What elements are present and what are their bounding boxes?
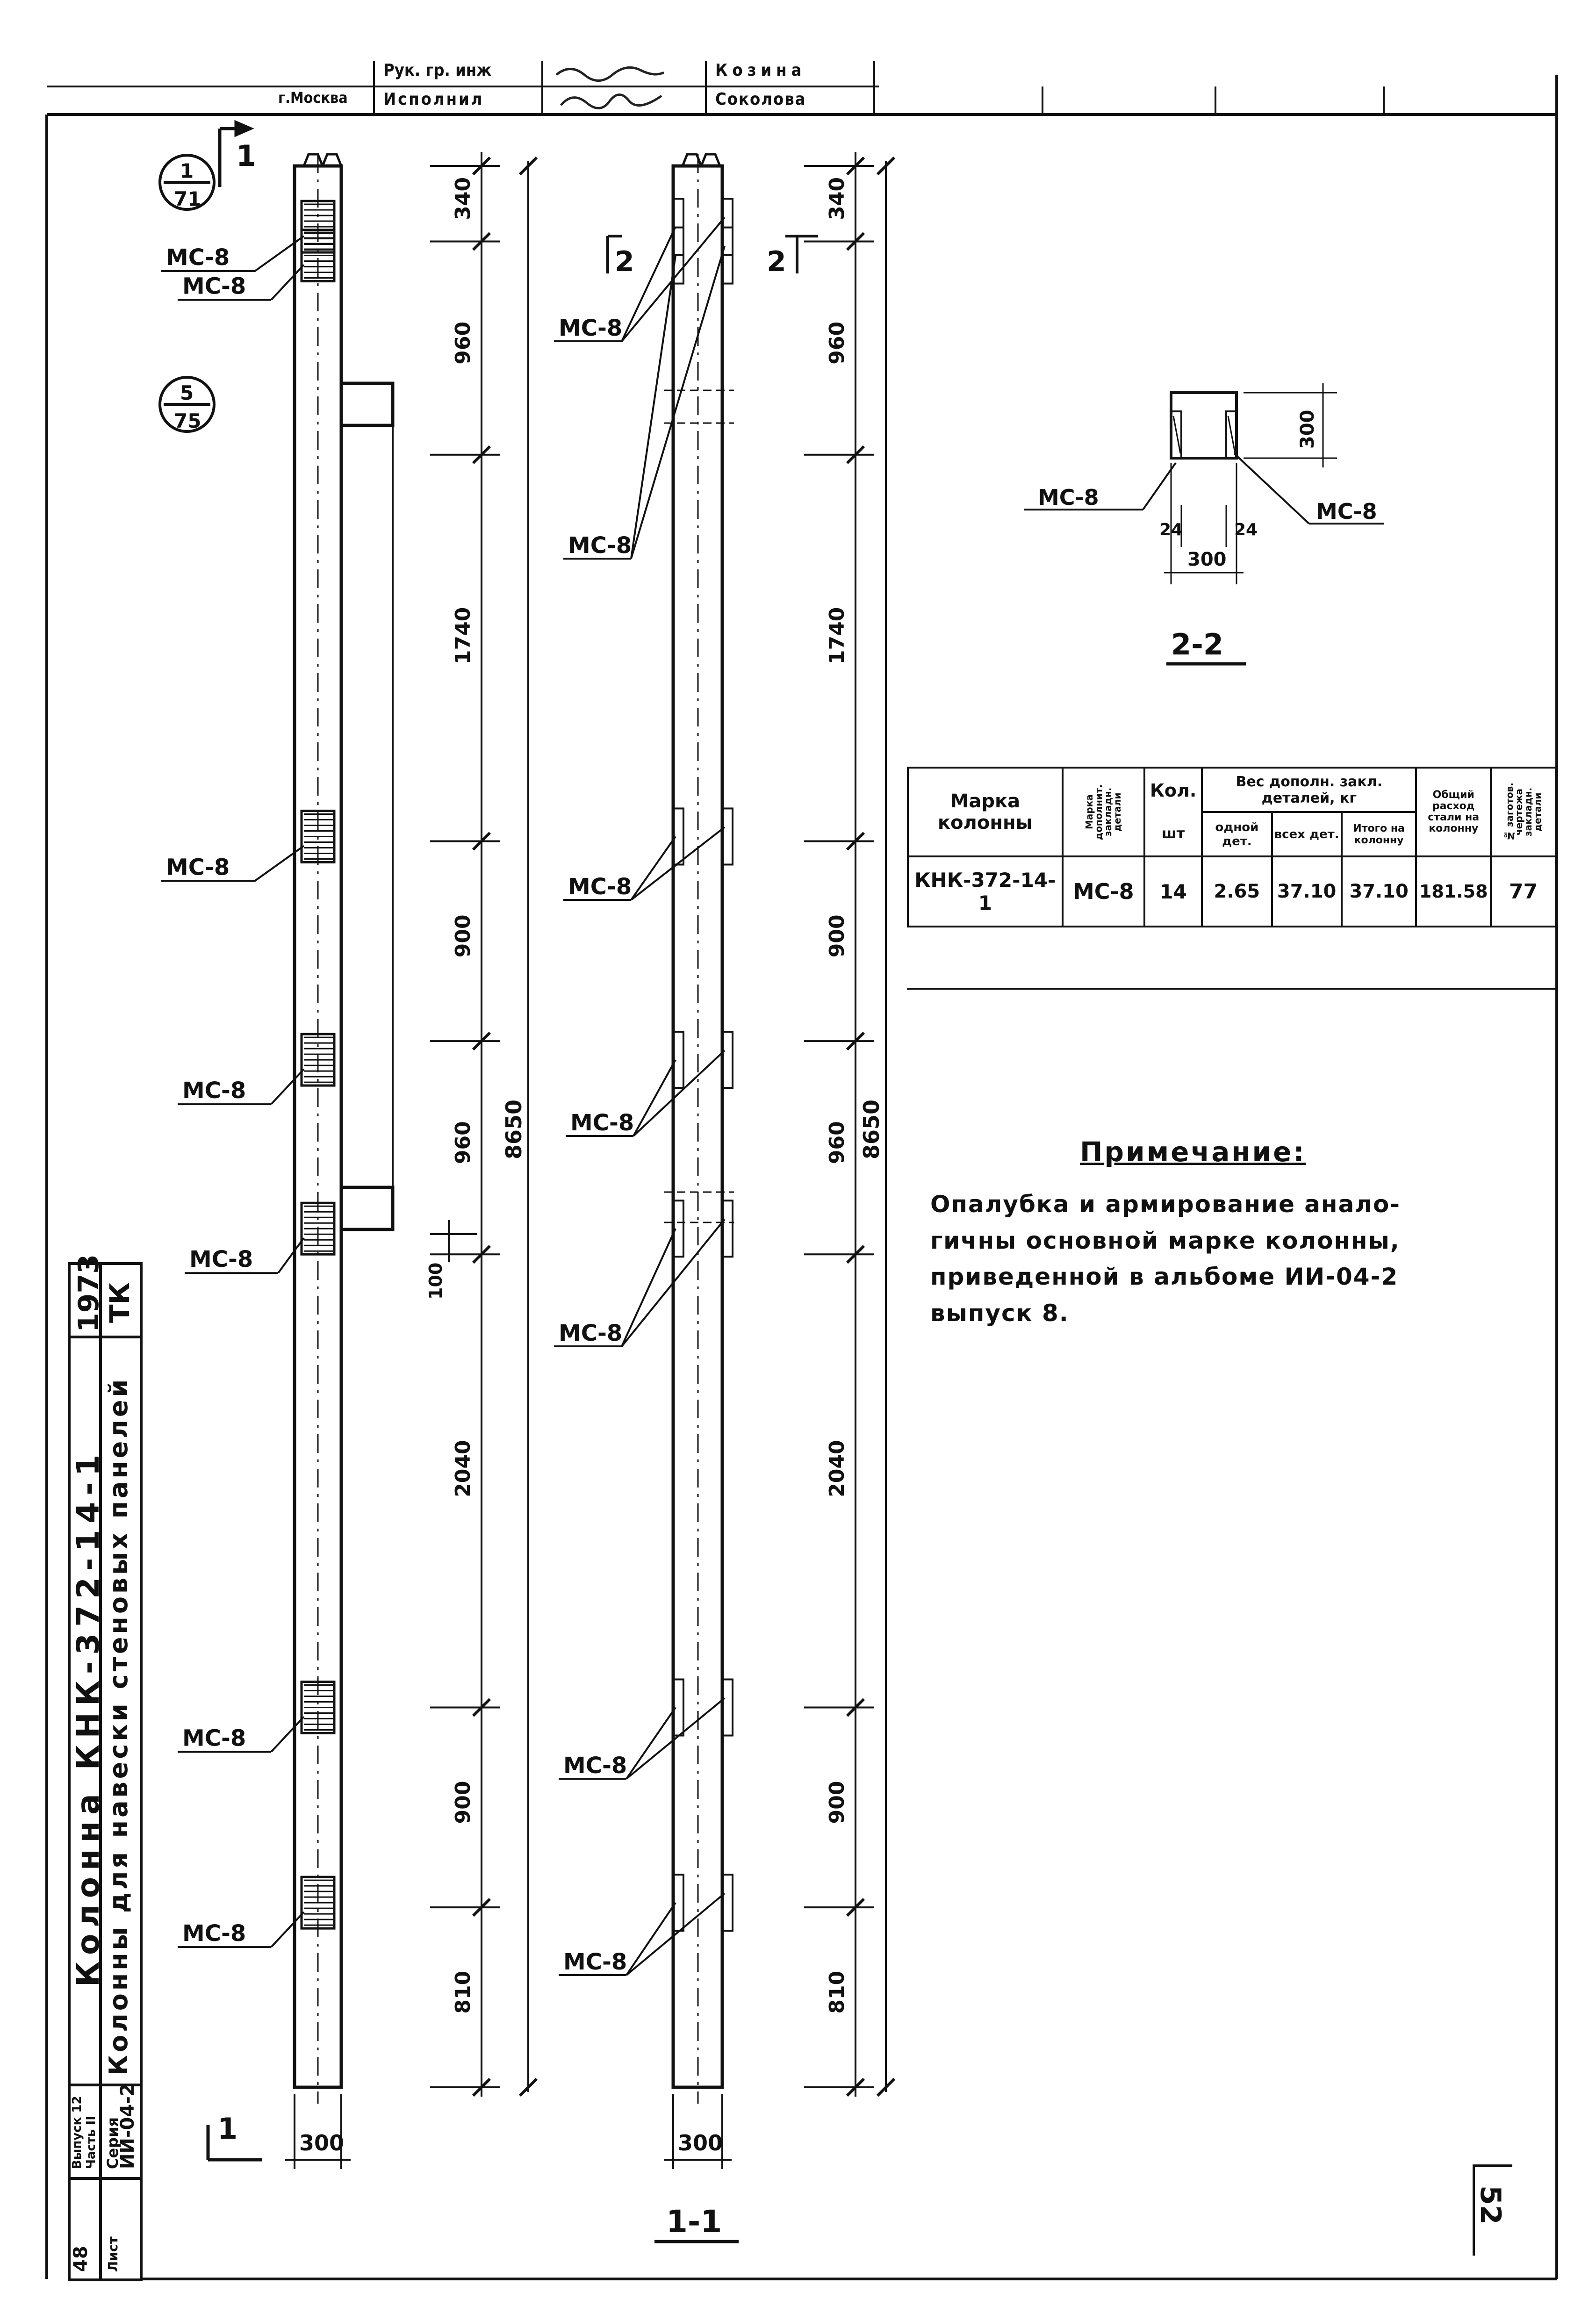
elev-plate-label-6: МС-8 — [182, 1920, 246, 1947]
elev-plate-label-3: МС-8 — [182, 1078, 246, 1104]
sec-leader-a-2 — [631, 836, 676, 900]
spec-th-qty: Кол. — [1144, 768, 1202, 812]
elevation-dimension-texts — [425, 177, 526, 2014]
node-callout-1-den: 71 — [174, 187, 201, 210]
spec-table-spacer — [908, 927, 1556, 990]
spec-td-w-all: 37.10 — [1272, 856, 1342, 927]
cross-hatch-left — [1173, 416, 1180, 453]
spec-td-w-one: 2.65 — [1202, 856, 1272, 927]
node-callout-5-num: 5 — [180, 381, 194, 404]
section-head — [683, 154, 720, 166]
sec-dim-1: 960 — [825, 321, 849, 365]
elev-leader-6 — [271, 1912, 304, 1947]
title-sheet-value: 48 — [70, 2246, 92, 2272]
sec-dim-0: 340 — [825, 177, 849, 220]
header-role-1: Рук. гр. инж — [383, 61, 492, 80]
sec-leader-a-6 — [626, 1903, 676, 1975]
section-1-1-view — [664, 154, 734, 2104]
cut-2-right-label: 2 — [767, 245, 786, 278]
spec-td-part: МС-8 — [1063, 856, 1144, 927]
elev-dim-3: 900 — [451, 914, 475, 958]
signature-2 — [561, 95, 661, 108]
elev-dim-7: 810 — [451, 1970, 475, 2014]
sec-leader-a-4 — [622, 1229, 676, 1346]
sec-dim-3: 900 — [825, 914, 849, 958]
elev-leader-3 — [271, 1069, 304, 1104]
title-album: Колонны для навески стеновых панелей — [104, 1376, 133, 2076]
note-line-3: приведенной в альбоме ИИ-04-2 — [930, 1263, 1399, 1290]
elev-leader-0 — [255, 236, 304, 271]
signature-1 — [556, 67, 664, 80]
spec-td-steel: 181.58 — [1416, 856, 1491, 927]
section-leaders — [554, 217, 725, 1975]
sec-plate-label-5: МС-8 — [563, 1753, 627, 1779]
elevation-labels — [166, 244, 253, 1947]
elev-width-label: 300 — [299, 2130, 345, 2156]
spec-th-mark: Марка колонны — [908, 768, 1063, 856]
elev-plate-label-5: МС-8 — [182, 1725, 246, 1752]
sec-dim-5: 2040 — [825, 1440, 849, 1497]
cross-label-left: МС-8 — [1038, 485, 1099, 510]
spec-th-part-text: Марка дополнит. закладн. детали — [1084, 784, 1123, 840]
page-number-box — [1473, 2164, 1512, 2256]
cross-dim-height-label: 300 — [1297, 410, 1318, 449]
spec-th-qty-unit: шт — [1144, 812, 1202, 856]
spec-th-part — [1063, 768, 1144, 856]
page-number: 52 — [1474, 2185, 1507, 2225]
elev-plate-label-0: МС-8 — [166, 244, 230, 271]
section-labels — [559, 315, 634, 1975]
sec-leader-a-1 — [631, 256, 676, 559]
elev-dim-0: 340 — [451, 177, 475, 220]
spec-td-w-total: 37.10 — [1342, 856, 1416, 927]
title-series-label: Серия — [104, 2117, 122, 2169]
elev-offset-label: 100 — [425, 1262, 446, 1300]
cut-1-top-arrowhead — [236, 122, 250, 135]
sec-leader-a-5 — [626, 1708, 676, 1779]
elev-dim-2: 1740 — [451, 607, 475, 665]
note-line-4: выпуск 8. — [930, 1299, 1069, 1327]
sec-dim-2: 1740 — [825, 607, 849, 665]
column-head — [304, 154, 341, 166]
node-callout-1-num: 1 — [180, 159, 194, 182]
bracket-lower — [341, 1187, 393, 1229]
cut-2-left-label: 2 — [615, 245, 634, 278]
cross-hatch-right — [1228, 416, 1235, 453]
elev-dim-4: 960 — [451, 1121, 475, 1164]
header-org: г.Москва — [278, 89, 348, 107]
sec-plate-label-3: МС-8 — [570, 1110, 634, 1136]
elev-dim-6: 900 — [451, 1781, 475, 1824]
spec-th-steel: Общий расход стали на колонну — [1416, 768, 1491, 856]
note-title: Примечание: — [1080, 1136, 1306, 1168]
title-series-code: ТК — [104, 1282, 136, 1323]
header-role-2: Исполнил — [383, 90, 484, 109]
sec-plate-label-0: МС-8 — [559, 315, 623, 341]
sec-width-label: 300 — [678, 2130, 723, 2156]
sec-plate-label-2: МС-8 — [568, 874, 632, 900]
title-sheet-label: Лист — [105, 2236, 121, 2272]
sec-total-label: 8650 — [859, 1099, 884, 1159]
spec-td-qty: 14 — [1144, 856, 1202, 927]
cut-marker-1-1 — [208, 122, 262, 2160]
note-line-2: гичны основной марке колонны, — [930, 1227, 1400, 1254]
cut-1-bottom-label: 1 — [217, 2112, 238, 2146]
cross-dim-24-left: 24 — [1159, 520, 1183, 539]
cross-dim-24-right: 24 — [1234, 520, 1258, 539]
cut-1-top-label: 1 — [236, 139, 257, 173]
sec-leader-b-2 — [631, 827, 725, 900]
note-body — [930, 1186, 1557, 1331]
sec-leader-a-3 — [633, 1060, 676, 1136]
title-year: 1973 — [72, 1254, 105, 1332]
spec-th-drawing — [1491, 768, 1556, 856]
spec-th-weight: Вес дополн. закл. деталей, кг — [1202, 768, 1416, 812]
sec-leader-b-6 — [626, 1893, 725, 1975]
sec-leader-b-5 — [626, 1698, 725, 1779]
elev-leader-4 — [278, 1238, 304, 1273]
spec-th-w-one: одной дет. — [1202, 812, 1272, 856]
sec-plate-label-1: МС-8 — [568, 532, 632, 559]
sec-leader-a-0 — [622, 227, 676, 341]
spec-th-w-total: Итого на колонну — [1342, 812, 1416, 856]
elev-plate-label-4: МС-8 — [189, 1246, 253, 1273]
note-line-1: Опалубка и армирование анало- — [930, 1191, 1401, 1218]
cross-dim-width-label: 300 — [1187, 549, 1227, 570]
spec-td-mark: КНК-372-14-1 — [908, 856, 1063, 927]
cut-marker-2-2 — [608, 236, 818, 273]
note-block — [930, 1136, 1557, 1331]
title-series-value: ИИ-04-2 — [117, 2083, 138, 2169]
sec-plate-label-4: МС-8 — [559, 1320, 623, 1346]
elev-total-label: 8650 — [501, 1099, 526, 1159]
header-name-2: Соколова — [715, 90, 806, 109]
node-callout-5-den: 75 — [174, 410, 201, 432]
elevation-view — [295, 154, 393, 2104]
section-1-1-title: 1-1 — [666, 2204, 722, 2240]
sec-plate-label-6: МС-8 — [563, 1949, 627, 1975]
sec-dim-7: 810 — [825, 1970, 849, 2014]
cross-label-right: МС-8 — [1316, 499, 1377, 524]
spec-td-drawing: 77 — [1491, 856, 1556, 927]
bracket-upper — [341, 383, 393, 425]
elev-leader-5 — [271, 1717, 304, 1752]
section-2-2-title: 2-2 — [1171, 627, 1224, 661]
spec-th-drawing-text: № заготов. чертежа закладн. детали — [1503, 783, 1543, 841]
elev-leader-1 — [271, 265, 304, 300]
spec-table — [907, 767, 1557, 990]
title-drawing: Колонна КНК-372-14-1 — [70, 1448, 106, 1987]
elev-plate-label-1: МС-8 — [182, 273, 246, 300]
title-issue: Выпуск 12 Часть II — [70, 2096, 98, 2169]
sec-leader-b-3 — [633, 1050, 725, 1136]
spec-th-w-all: всех дет. — [1272, 812, 1342, 856]
elev-dim-5: 2040 — [451, 1440, 475, 1497]
elev-plate-label-2: МС-8 — [166, 854, 230, 881]
header-name-1: Козина — [715, 61, 806, 80]
cross-leader-right — [1234, 453, 1309, 524]
elev-leader-2 — [255, 846, 304, 881]
sec-dim-6: 900 — [825, 1781, 849, 1824]
sec-dim-4: 960 — [825, 1121, 849, 1164]
signatures — [556, 67, 664, 108]
elev-dim-1: 960 — [451, 321, 475, 365]
